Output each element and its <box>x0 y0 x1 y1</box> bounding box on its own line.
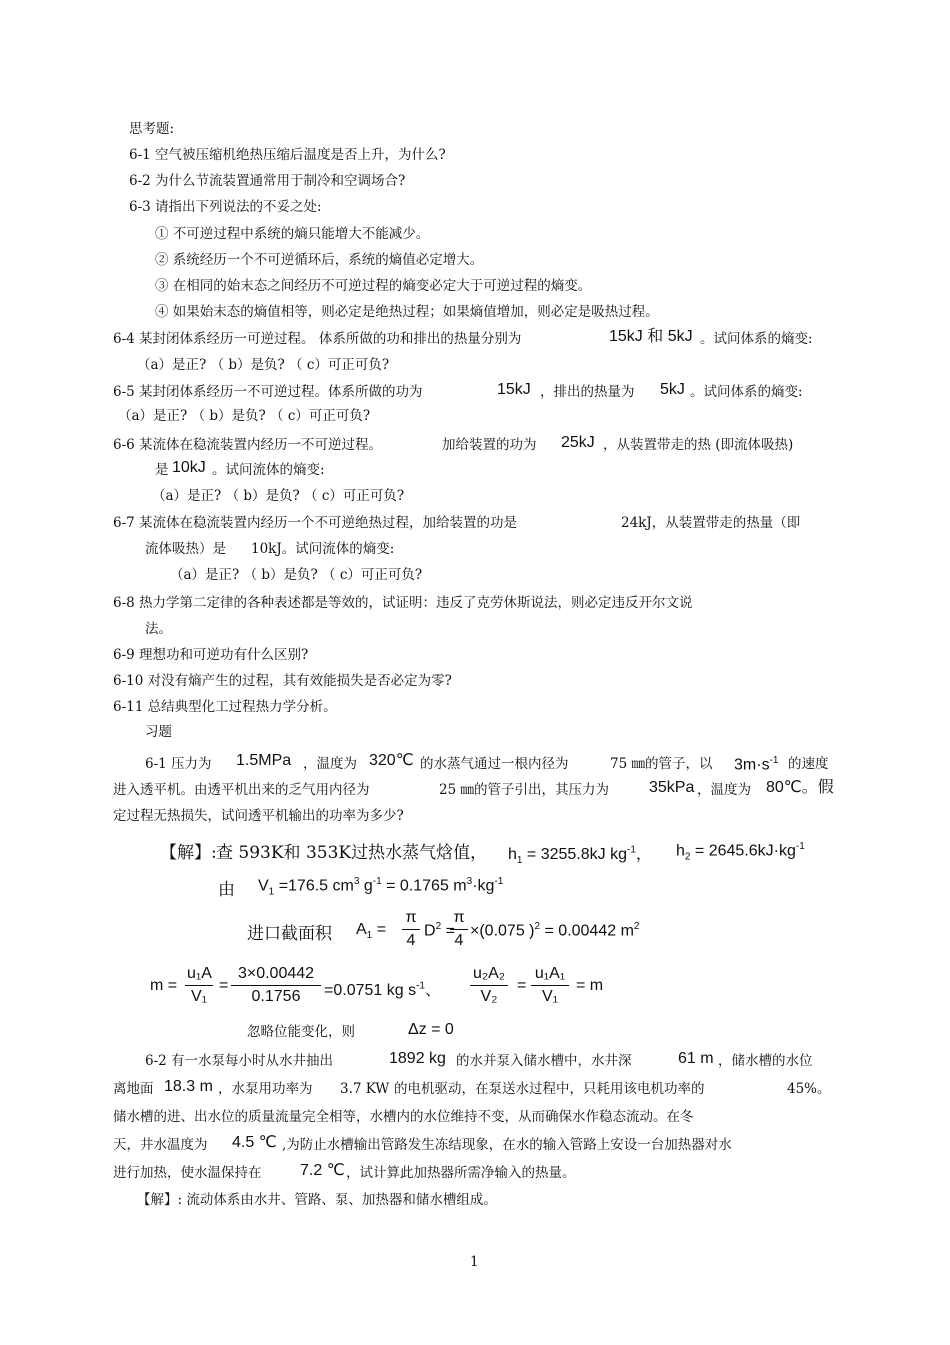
page-number: 1 <box>470 1254 479 1270</box>
mass-flow-fraction-4: $\frac{\text{u₁A₁}}{\text{V₁}}$ <box>531 963 569 1008</box>
problem-6-1-temp: 320℃ <box>369 752 414 769</box>
area-lhs: $A_1$ = <box>356 921 387 942</box>
question-6-6-tail: 。试问流体的熵变: <box>212 462 325 478</box>
enthalpy-h1: $h_1 = 3255.8kJ$ $kg^{-1}$， <box>508 844 652 867</box>
problem-6-2-solution: 【解】: 流动体系由水井、管路、泵、加热器和储水槽组成。 <box>137 1192 497 1208</box>
enthalpy-h2: $h_2 = 2645.6kJ\cdot kg^{-1}$ <box>676 841 805 863</box>
question-6-4-text: 6-4 某封闭体系经历一可逆过程。 体系所做的功和排出的热量分别为 <box>113 331 522 347</box>
problem-6-1-l1-c: ，温度为 <box>303 756 357 772</box>
problem-6-1-pressure: 1.5MPa <box>236 752 292 769</box>
question-6-5-heat: 5kJ <box>660 381 685 398</box>
question-6-7-work: 24kJ，从装置带走的热量（即 <box>621 515 801 531</box>
problem-6-2-l3: 储水槽的进、出水位的质量流量完全相等，水槽内的水位维持不变，从而确保水作稳态流动。在冬 <box>113 1109 694 1125</box>
questions-heading: 思考题: <box>129 121 175 137</box>
question-6-3-item-2: ② 系统经历一个不可逆循环后，系统的熵值必定增大。 <box>155 252 484 268</box>
problem-6-2-depth: 61 m <box>678 1050 714 1067</box>
problem-6-2-l2-e: 的电机驱动，在泵送水过程中，只耗用该电机功率的 <box>394 1081 705 1097</box>
problem-6-2-mass: 1892 kg <box>389 1050 446 1067</box>
question-6-6-heat: 10kJ <box>172 459 206 476</box>
question-6-11: 6-11 总结典型化工过程热力学分析。 <box>113 699 337 715</box>
question-6-8: 6-8 热力学第二定律的各种表述都是等效的，试证明：违反了克劳休斯说法，则必定违反开尔文说 <box>113 595 693 611</box>
problem-6-1-speed: $3m\cdot s^{-1}$ <box>734 755 779 774</box>
problem-6-2-l5-a: 进行加热，使水温保持在 <box>113 1165 262 1181</box>
mass-flow-result: =0.0751 kg $s^{-1}$、 <box>324 980 441 999</box>
problem-6-2-l1-a: 6-2 有一水泵每小时从水井抽出 <box>145 1053 334 1069</box>
question-6-1: 6-1 空气被压缩机绝热压缩后温度是否上升，为什么? <box>129 147 446 163</box>
question-6-5-text: 6-5 某封闭体系经历一不可逆过程。体系所做的功为 <box>113 384 423 400</box>
question-6-10: 6-10 对没有熵产生的过程，其有效能损失是否必定为零? <box>113 673 452 689</box>
problem-6-2-l4-c: ,为防止水槽输出管路发生冻结现象，在水的输入管路上安设一台加热器对水 <box>282 1137 732 1153</box>
mass-flow-eq: = <box>219 977 229 994</box>
problem-6-2-height: 18.3 m <box>164 1078 213 1095</box>
volume-prefix: 由 <box>218 880 235 900</box>
question-6-5-mid: ，排出的热量为 <box>540 384 635 400</box>
question-6-5-tail: 。试问体系的熵变: <box>690 384 803 400</box>
problem-6-2-well-temp: 4.5 ℃ <box>232 1134 277 1151</box>
question-6-6-work: 25kJ <box>561 434 595 451</box>
problem-6-2-efficiency: 45%。 <box>787 1081 831 1097</box>
mass-flow-fraction-3: $\frac{\text{u₂A₂}}{\text{V₂}}$ <box>470 963 508 1008</box>
ignore-potential: 忽略位能变化，则 <box>247 1024 355 1040</box>
solution-label: 【解】: <box>160 843 217 863</box>
question-6-4-values: 15kJ 和 5kJ <box>609 328 693 345</box>
problem-6-1-exit-temp: 80℃。假 <box>766 779 834 796</box>
question-6-3-item-1: ① 不可逆过程中系统的熵只能增大不能减少。 <box>155 226 430 242</box>
question-6-8-cont: 法。 <box>145 621 172 637</box>
exercises-heading: 习题 <box>145 724 172 740</box>
question-6-9: 6-9 理想功和可逆功有什么区别? <box>113 647 309 663</box>
problem-6-1-l2-d: ，温度为 <box>697 782 751 798</box>
question-6-5-work: 15kJ <box>497 381 531 398</box>
problem-6-2-power: 3.7 KW <box>340 1081 390 1097</box>
area-product: ×(0.075 )$^2$ = 0.00442 $m^2$ <box>470 921 640 940</box>
question-6-3: 6-3 请指出下列说法的不妥之处: <box>129 199 322 215</box>
area-label: 进口截面积 <box>247 924 332 944</box>
mass-flow-tail: = m <box>576 977 604 994</box>
question-6-7-options: （a）是正? （ b）是负? （ c）可正可负? <box>170 567 423 583</box>
problem-6-1-l1-i: 的速度 <box>788 756 829 772</box>
problem-6-1-diameter: 75 ㎜的管子，以 <box>610 756 713 772</box>
mass-flow-eq2: = <box>517 977 527 994</box>
question-6-6-options: （a）是正? （ b）是负? （ c）可正可负? <box>152 488 405 504</box>
question-6-4-options: （a）是正? （ b）是负? （ c）可正可负? <box>137 357 390 373</box>
problem-6-2-l5-c: ，试计算此加热器所需净输入的热量。 <box>346 1165 576 1181</box>
problem-6-1-l2-b: 25 ㎜的管子引出，其压力为 <box>439 782 609 798</box>
question-6-7-line2: 流体吸热）是 <box>145 541 226 557</box>
question-6-6-heat-text: ，从装置带走的热 (即流体吸热) <box>603 437 794 453</box>
question-6-3-item-3: ③ 在相同的始末态之间经历不可逆过程的熵变必定大于可逆过程的熵变。 <box>155 278 592 294</box>
problem-6-2-l4-a: 天，井水温度为 <box>113 1137 208 1153</box>
problem-6-1-l1-e: 的水蒸气通过一根内径为 <box>420 756 569 772</box>
problem-6-2-l2-a: 离地面 <box>113 1081 154 1097</box>
problem-6-2-keep-temp: 7.2 ℃ <box>300 1162 345 1179</box>
question-6-2: 6-2 为什么节流装置通常用于制冷和空调场合? <box>129 173 406 189</box>
area-fraction-1: $\frac{\pi}{4}$ <box>402 907 420 952</box>
mass-flow-lhs: m = <box>150 977 178 994</box>
problem-6-2-l1-c: 的水并泵入储水槽中，水井深 <box>456 1053 632 1069</box>
problem-6-1-l1-a: 6-1 压力为 <box>145 756 212 772</box>
question-6-6-mid: 加给装置的功为 <box>442 437 537 453</box>
problem-6-1-l3: 定过程无热损失，试问透平机输出的功率为多少? <box>113 808 404 824</box>
area-D: $D^2$ = <box>424 921 455 940</box>
mass-flow-fraction-2: $\frac{3\times 0.00442}{0.1756}$ <box>231 963 321 1008</box>
problem-6-2-l2-c: ，水泵用功率为 <box>218 1081 313 1097</box>
specific-volume: $V_1 =176.5$ $cm^3$ $g^{-1} = 0.1765$ $m^3\cdot kg^{-1}$ <box>258 876 504 898</box>
problem-6-2-l1-e: ，储水槽的水位 <box>718 1053 813 1069</box>
question-6-4-tail: 。试问体系的熵变: <box>700 331 813 347</box>
problem-6-1-exit-pressure: 35kPa <box>649 779 695 796</box>
question-6-5-options: （a）是正? （ b）是负? （ c）可正可负? <box>118 408 371 424</box>
question-6-6-is: 是 <box>155 462 169 478</box>
mass-flow-fraction-1: $\frac{\text{u₁A}}{\text{V₁}}$ <box>187 965 212 1005</box>
question-6-7-text: 6-7 某流体在稳流装置内经历一个不可逆绝热过程，加给装置的功是 <box>113 515 518 531</box>
area-fraction-2: $\frac{\pi}{4}$ <box>450 907 468 952</box>
question-6-3-item-4: ④ 如果始末态的熵值相等，则必定是绝热过程；如果熵值增加，则必定是吸热过程。 <box>155 304 659 320</box>
delta-z: Δz = 0 <box>408 1021 454 1038</box>
question-6-7-heat: 10kJ。试问流体的熵变: <box>251 541 395 557</box>
problem-6-1-l2-a: 进入透平机。由透平机出来的乏气用内径为 <box>113 782 370 798</box>
solution-lookup: 查 593K和 353K过热水蒸气焓值， <box>216 843 488 863</box>
question-6-6-text: 6-6 某流体在稳流装置内经历一不可逆过程。 <box>113 437 383 453</box>
